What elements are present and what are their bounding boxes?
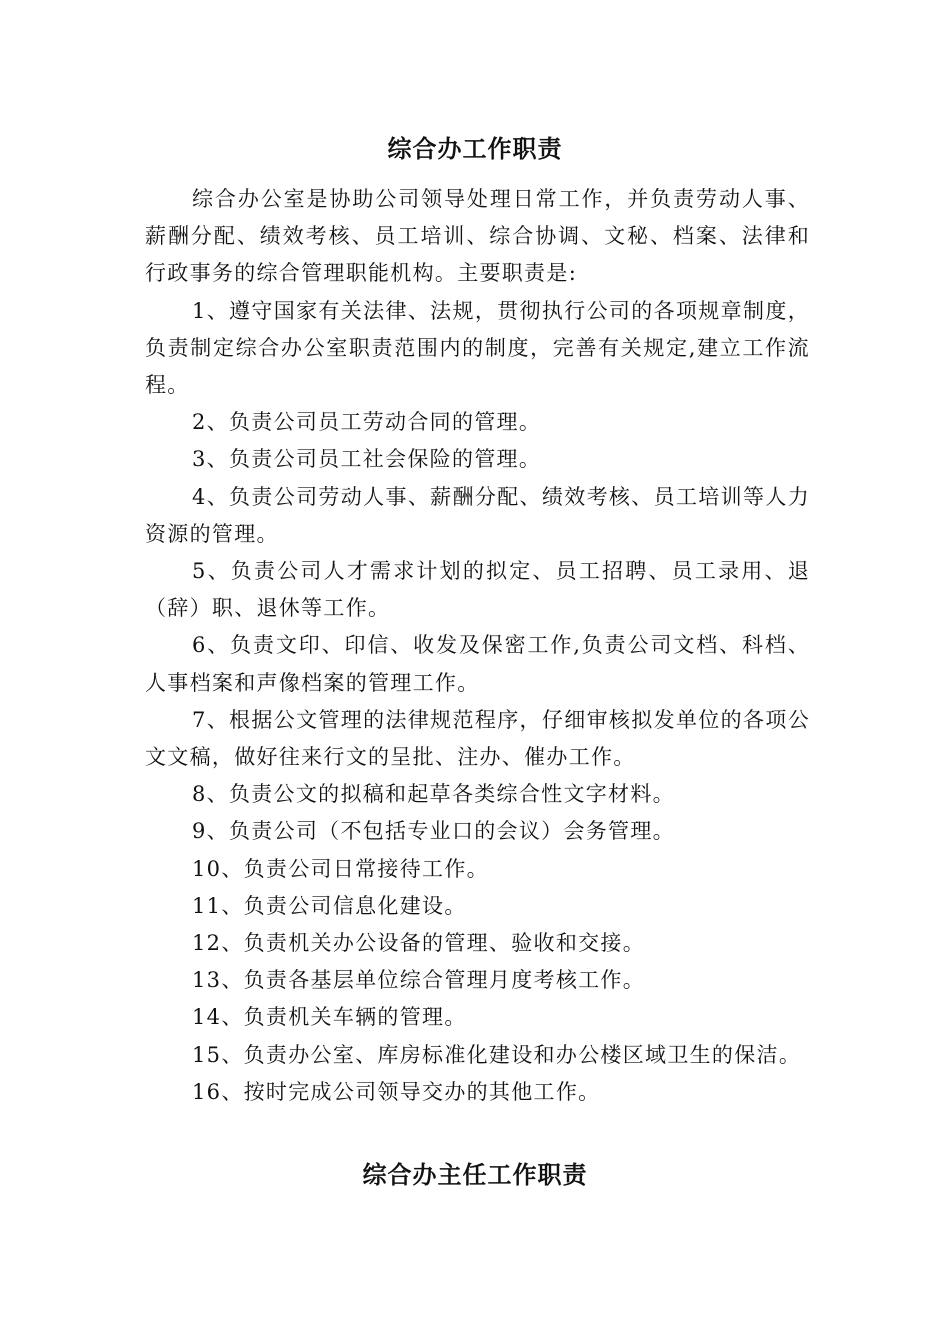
duty-item-14: 14、负责机关车辆的管理。 <box>192 1005 467 1030</box>
duty-item-8: 8、负责公文的拟稿和起草各类综合性文字材料。 <box>192 782 675 807</box>
duty-item-7: 7、根据公文管理的法律规范程序，仔细审核拟发单位的各项公文文稿，做好往来行文的呈批、注办、催办工作。 <box>145 707 810 770</box>
duty-item-11: 11、负责公司信息化建设。 <box>192 893 467 918</box>
intro-paragraph: 综合办公室是协助公司领导处理日常工作，并负责劳动人事、薪酬分配、绩效考核、员工培训、综合协调、文秘、档案、法律和行政事务的综合管理职能机构。主要职责是: <box>145 187 810 286</box>
duty-item-12: 12、负责机关办公设备的管理、验收和交接。 <box>192 931 646 956</box>
duty-item-15: 15、负责办公室、库房标准化建设和办公楼区域卫生的保洁。 <box>192 1042 802 1067</box>
duty-item-13: 13、负责各基层单位综合管理月度考核工作。 <box>192 968 646 993</box>
duty-item-4: 4、负责公司劳动人事、薪酬分配、绩效考核、员工培训等人力资源的管理。 <box>145 484 810 546</box>
duty-item-16: 16、按时完成公司领导交办的其他工作。 <box>192 1079 601 1104</box>
duty-item-2: 2、负责公司员工劳动合同的管理。 <box>192 410 542 435</box>
duty-item-3: 3、负责公司员工社会保险的管理。 <box>192 447 542 472</box>
duty-item-6: 6、负责文印、印信、收发及保密工作,负责公司文档、科档、人事档案和声像档案的管理工作。 <box>145 633 810 695</box>
section-title: 综合办主任工作职责 <box>362 1160 588 1189</box>
page-title: 综合办工作职责 <box>387 134 563 163</box>
duty-item-10: 10、负责公司日常接待工作。 <box>192 856 489 881</box>
duty-item-5: 5、负责公司人才需求计划的拟定、员工招聘、员工录用、退（辞）职、退休等工作。 <box>145 559 810 621</box>
duty-item-9: 9、负责公司（不包括专业口的会议）会务管理。 <box>192 819 675 844</box>
document-body <box>145 181 810 1111</box>
duty-item-1: 1、遵守国家有关法律、法规，贯彻执行公司的各项规章制度，负责制定综合办公室职责范围内的制度，完善有关规定,建立工作流程。 <box>145 298 810 398</box>
